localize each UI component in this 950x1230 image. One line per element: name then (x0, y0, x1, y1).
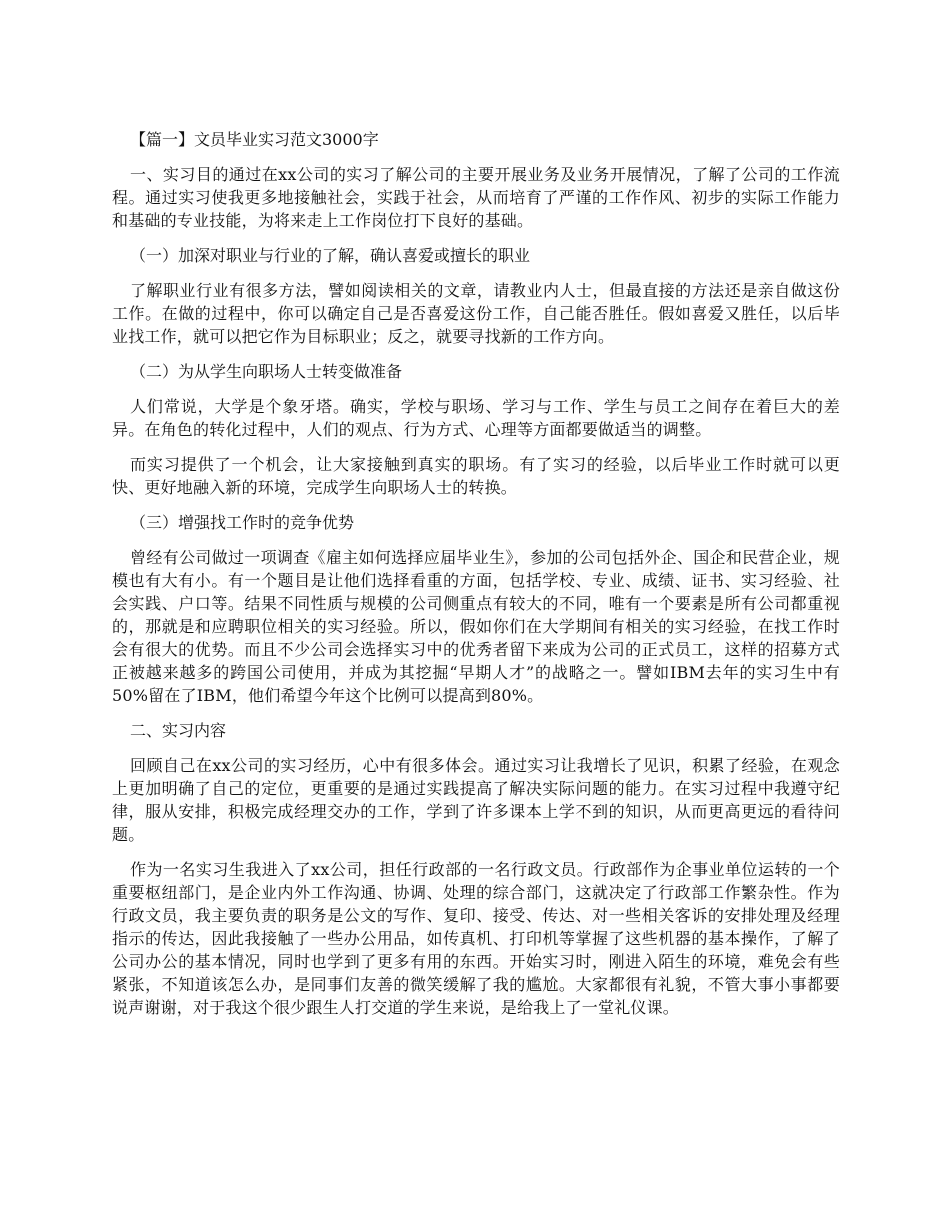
paragraph-role: 作为一名实习生我进入了xx公司，担任行政部的一名行政文员。行政部作为企事业单位运转的一个重要枢纽部门，是企业内外工作沟通、协调、处理的综合部门，这就决定了行政部工作繁杂性。作为行政文员，我主要负责的职务是公文的写作、复印、接受、传达、对一些相关客诉的安排处理及经理指示的传达，因此我接触了一些办公用品，如传真机、打印机等掌握了这些机器的基本操作，了解了公司办公的基本情况，同时也学到了更多有用的东西。开始实习时，刚进入陌生的环境，难免会有些紧张，不知道该怎么办，是同事们友善的微笑缓解了我的尴尬。大家都很有礼貌，不管大事小事都要说声谢谢，对于我这个很少跟生人打交道的学生来说，是给我上了一堂礼仪课。 (112, 860, 840, 1017)
section-heading-content: 二、实习内容 (130, 721, 227, 740)
paragraph-review: 回顾自己在xx公司的实习经历，心中有很多体会。通过实习让我增长了见识，积累了经验，在观念上更加明确了自己的定位，更重要的是通过实践提高了解决实际问题的能力。在实习过程中我遵守纪律，服从安排，积极完成经理交办的工作，学到了许多课本上学不到的知识，从而更高更远的看待问题。 (112, 756, 840, 844)
document-title: 【篇一】文员毕业实习范文3000字 (130, 130, 379, 149)
section-heading-3: （三）增强找工作时的竞争优势 (130, 513, 355, 532)
paragraph-understand-career: 了解职业行业有很多方法，譬如阅读相关的文章，请教业内人士，但最直接的方法还是亲自做这份工作。在做的过程中，你可以确定自己是否喜爱这份工作，自己能否胜任。假如喜爱又胜任，以后毕业找工作，就可以把它作为目标职业；反之，就要寻找新的工作方向。 (112, 281, 840, 346)
paragraph-ivory-tower: 人们常说，大学是个象牙塔。确实，学校与职场、学习与工作、学生与员工之间存在着巨大的差异。在角色的转化过程中，人们的观点、行为方式、心理等方面都要做适当的调整。 (112, 397, 840, 439)
section-heading-2: （二）为从学生向职场人士转变做准备 (130, 362, 403, 381)
paragraph-survey: 曾经有公司做过一项调查《雇主如何选择应届毕业生》，参加的公司包括外企、国企和民营企业，规模也有大有小。有一个题目是让他们选择看重的方面，包括学校、专业、成绩、证书、实习经验、社会实践、户口等。结果不同性质与规模的公司侧重点有较大的不同，唯有一个要素是所有公司都重视的，那就是和应聘职位相关的实习经验。所以，假如你们在大学期间有相关的实习经验，在找工作时会有很大的优势。而且不少公司会选择实习中的优秀者留下来成为公司的正式员工，这样的招募方式正被越来越多的跨国公司使用，并成为其挖掘“早期人才”的战略之一。譬如IBM去年的实习生中有50%留在了IBM，他们希望今年这个比例可以提高到80%。 (112, 548, 840, 705)
section-heading-1: （一）加深对职业与行业的了解，确认喜爱或擅长的职业 (130, 246, 531, 265)
paragraph-opportunity: 而实习提供了一个机会，让大家接触到真实的职场。有了实习的经验，以后毕业工作时就可以更快、更好地融入新的环境，完成学生向职场人士的转换。 (112, 455, 840, 497)
document-body (112, 128, 840, 1031)
paragraph-purpose: 一、实习目的通过在xx公司的实习了解公司的主要开展业务及业务开展情况，了解了公司的工作流程。通过实习使我更多地接触社会，实践于社会，从而培育了严谨的工作作风、初步的实际工作能力和基础的专业技能，为将来走上工作岗位打下良好的基础。 (112, 165, 840, 230)
